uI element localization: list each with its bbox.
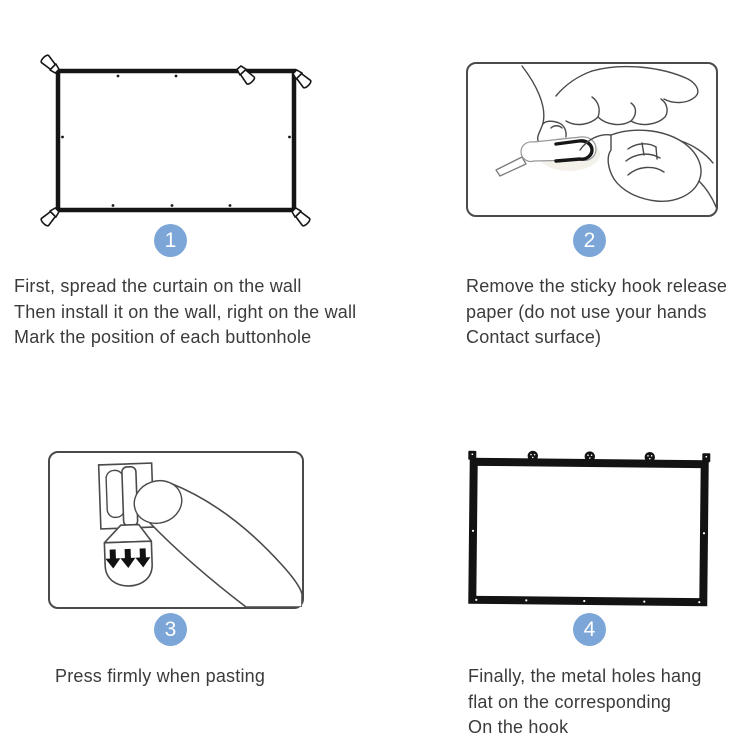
caption-line: Contact surface)	[466, 327, 602, 347]
step2-caption	[466, 274, 727, 351]
step4-number-badge: 4	[573, 613, 606, 646]
step2-illustration-peel-paper	[468, 64, 716, 215]
caption-line: Mark the position of each buttonhole	[14, 327, 312, 347]
adhesive-hook	[99, 463, 156, 587]
curtain-frame	[58, 71, 294, 210]
caption-line: Press firmly when pasting	[55, 666, 266, 686]
step1-caption	[14, 274, 356, 351]
caption-line: flat on the corresponding	[468, 691, 672, 712]
step3-caption	[55, 664, 265, 690]
pressing-finger	[129, 475, 302, 607]
caption-line: Then install it on the wall, right on the wall	[14, 301, 357, 322]
caption-line: On the hook	[468, 717, 569, 737]
step3-illustration-box	[48, 451, 304, 609]
step1-number-badge: 1	[154, 224, 187, 257]
caption-line: Remove the sticky hook release	[466, 276, 728, 296]
sticky-hook-with-release-paper	[496, 137, 600, 176]
hanging-screen	[467, 450, 711, 603]
step1-illustration-screen-frame	[20, 45, 320, 235]
step2-number-badge: 2	[573, 224, 606, 257]
step4-caption	[468, 664, 702, 741]
caption-line: First, spread the curtain on the wall	[14, 276, 302, 296]
step4-illustration-hung-screen	[450, 440, 750, 625]
step3-number-badge: 3	[154, 613, 187, 646]
lower-hand	[580, 130, 716, 209]
caption-line: paper (do not use your hands	[466, 301, 707, 322]
press-down-arrows-icon	[105, 548, 151, 569]
step2-illustration-box	[466, 62, 718, 217]
caption-line: Finally, the metal holes hang	[468, 666, 702, 686]
step3-illustration-press-hook	[50, 453, 302, 607]
